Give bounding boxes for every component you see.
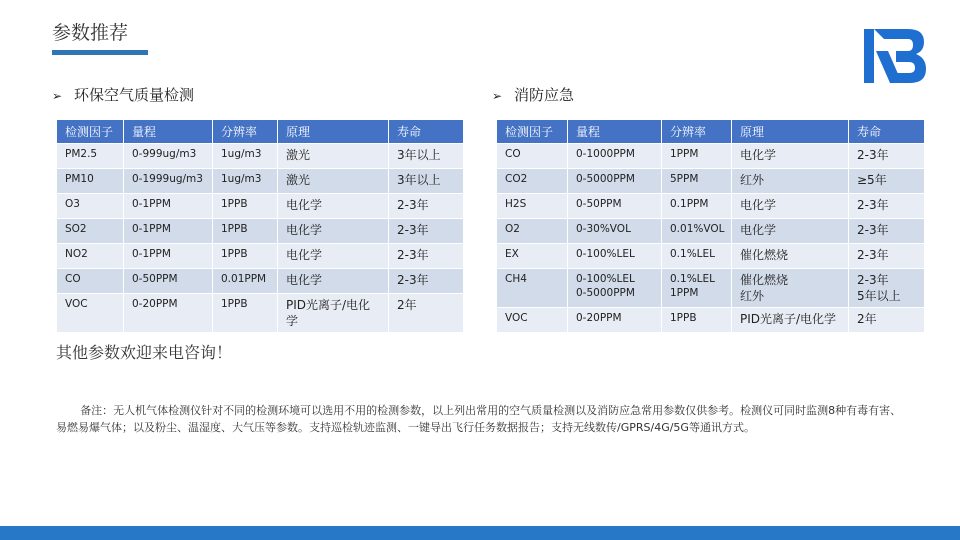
table-cell bbox=[732, 244, 849, 269]
brand-logo bbox=[862, 27, 928, 85]
table-cell bbox=[568, 194, 662, 219]
cell-text: 2-3年 bbox=[857, 273, 889, 287]
table-cell bbox=[732, 269, 849, 308]
table-cell bbox=[278, 194, 389, 219]
table-row bbox=[57, 269, 464, 294]
table-cell bbox=[662, 244, 732, 269]
table-cell bbox=[849, 194, 925, 219]
table-cell bbox=[213, 144, 278, 169]
column-header: 分辨率 bbox=[662, 120, 732, 144]
cell-text: 5PPM bbox=[670, 173, 699, 185]
cell-text: 1PPB bbox=[221, 298, 248, 310]
table-cell bbox=[662, 169, 732, 194]
table-cell bbox=[849, 169, 925, 194]
table-cell bbox=[57, 144, 124, 169]
cell-text: 0-30%VOL bbox=[576, 223, 631, 235]
table-cell bbox=[732, 194, 849, 219]
table-cell bbox=[568, 219, 662, 244]
title-underline bbox=[52, 50, 148, 55]
table-cell bbox=[389, 194, 464, 219]
table-row bbox=[497, 244, 925, 269]
table-cell bbox=[662, 219, 732, 244]
cell-text: 1ug/m3 bbox=[221, 148, 262, 160]
table-cell bbox=[278, 244, 389, 269]
section-title: 消防应急 bbox=[514, 86, 575, 104]
cell-text: 电化学 bbox=[740, 148, 777, 162]
table-cell bbox=[213, 194, 278, 219]
table-cell bbox=[662, 308, 732, 333]
cell-text: 0-999ug/m3 bbox=[132, 148, 197, 160]
table-cell bbox=[849, 308, 925, 333]
page-title: 参数推荐 bbox=[52, 22, 129, 44]
cell-text: VOC bbox=[65, 298, 88, 310]
table-cell bbox=[278, 219, 389, 244]
cell-text: 电化学 bbox=[286, 223, 323, 237]
cell-text: 0-1PPM bbox=[132, 198, 171, 210]
cell-text: PM2.5 bbox=[65, 148, 98, 160]
table-cell bbox=[849, 269, 925, 308]
table-cell bbox=[278, 144, 389, 169]
table-cell bbox=[497, 194, 568, 219]
table-row bbox=[57, 244, 464, 269]
cell-text: 2年 bbox=[857, 312, 877, 327]
cell-text: 0-50PPM bbox=[576, 198, 622, 210]
cell-text: 2-3年 bbox=[397, 223, 429, 237]
cell-text: 0.1PPM bbox=[670, 198, 709, 210]
cell-text: CO bbox=[65, 273, 81, 285]
table-cell bbox=[389, 244, 464, 269]
cell-text: 激光 bbox=[286, 173, 311, 187]
table-cell bbox=[57, 194, 124, 219]
column-header: 原理 bbox=[732, 120, 849, 144]
table-cell bbox=[849, 144, 925, 169]
table-row bbox=[497, 269, 925, 308]
cell-text: 1PPM bbox=[670, 148, 699, 160]
cell-text: 电化学 bbox=[286, 273, 323, 287]
cell-text: 0.1%LEL bbox=[670, 273, 716, 285]
cell-text: 0-1000PPM bbox=[576, 148, 635, 160]
cell-text: PID光离子/电化学 bbox=[740, 312, 837, 327]
cell-text: 1PPB bbox=[670, 312, 697, 325]
table-cell bbox=[213, 219, 278, 244]
table-cell bbox=[662, 144, 732, 169]
section-environmental bbox=[52, 84, 194, 105]
table-cell bbox=[57, 169, 124, 194]
cell-text: 0-1PPM bbox=[132, 248, 171, 260]
cell-text: 0.1%LEL bbox=[670, 248, 716, 260]
table-cell bbox=[849, 219, 925, 244]
table-row bbox=[57, 194, 464, 219]
arrowhead-bullet-icon: ➢ bbox=[52, 89, 63, 103]
cell-text: 2-3年 bbox=[857, 223, 889, 237]
cell-text: 1PPB bbox=[221, 223, 248, 235]
cell-text: 电化学 bbox=[286, 248, 323, 262]
cell-text: PM10 bbox=[65, 173, 94, 185]
table-cell bbox=[497, 269, 568, 308]
cell-text: 0-20PPM bbox=[132, 298, 178, 310]
table-cell bbox=[568, 244, 662, 269]
table-cell bbox=[213, 169, 278, 194]
column-header: 检测因子 bbox=[57, 120, 124, 144]
table-cell bbox=[389, 144, 464, 169]
table-row bbox=[497, 308, 925, 333]
table-row bbox=[497, 169, 925, 194]
table-cell bbox=[568, 269, 662, 308]
table-cell bbox=[213, 244, 278, 269]
cell-text: NO2 bbox=[65, 248, 88, 260]
cell-text: H2S bbox=[505, 198, 527, 210]
table-row bbox=[57, 294, 464, 333]
cell-text: ≥5年 bbox=[857, 173, 887, 187]
cell-text: 0-5000PPM bbox=[576, 287, 635, 300]
cell-text: 0.01PPM bbox=[221, 273, 267, 285]
table-cell bbox=[389, 169, 464, 194]
column-header: 检测因子 bbox=[497, 120, 568, 144]
table-cell bbox=[278, 269, 389, 294]
table-cell bbox=[497, 308, 568, 333]
cell-text: 1ug/m3 bbox=[221, 173, 262, 185]
table-cell bbox=[732, 308, 849, 333]
cell-text: 0-1PPM bbox=[132, 223, 171, 235]
cell-text: 0-20PPM bbox=[576, 312, 622, 325]
cell-text: 电化学 bbox=[740, 198, 777, 212]
cell-text: 2-3年 bbox=[397, 248, 429, 262]
cell-text: 0-1999ug/m3 bbox=[132, 173, 203, 185]
table-cell bbox=[124, 244, 213, 269]
cell-text: 催化燃烧 bbox=[740, 273, 789, 287]
table-cell bbox=[568, 169, 662, 194]
cell-text: 0-5000PPM bbox=[576, 173, 635, 185]
cell-text: 0-100%LEL bbox=[576, 273, 635, 285]
cell-text: 0-50PPM bbox=[132, 273, 178, 285]
fire-params-table bbox=[496, 119, 925, 333]
cell-text: VOC bbox=[505, 312, 528, 325]
table-cell bbox=[124, 294, 213, 333]
table-cell bbox=[662, 269, 732, 308]
table-row bbox=[57, 144, 464, 169]
column-header: 寿命 bbox=[849, 120, 925, 144]
cell-text: 1PPB bbox=[221, 198, 248, 210]
contact-note: 其他参数欢迎来电咨询！ bbox=[56, 343, 233, 362]
cell-text: 激光 bbox=[286, 148, 311, 162]
cell-text: 2-3年 bbox=[857, 198, 889, 212]
table-cell bbox=[124, 219, 213, 244]
cell-text: 红外 bbox=[740, 289, 765, 304]
cell-text: PID光离子/电化学 bbox=[286, 298, 371, 329]
cell-text: 2-3年 bbox=[397, 198, 429, 212]
cell-text: CH4 bbox=[505, 273, 527, 285]
table-cell bbox=[389, 219, 464, 244]
cell-text: 1PPB bbox=[221, 248, 248, 260]
table-cell bbox=[389, 269, 464, 294]
cell-text: 0.01%VOL bbox=[670, 223, 725, 235]
table-cell bbox=[568, 308, 662, 333]
cell-text: 电化学 bbox=[286, 198, 323, 212]
cell-text: 5年以上 bbox=[857, 289, 901, 304]
cell-text: O2 bbox=[505, 223, 520, 235]
table-row bbox=[57, 169, 464, 194]
column-header: 量程 bbox=[568, 120, 662, 144]
cell-text: CO2 bbox=[505, 173, 528, 185]
table-cell bbox=[57, 294, 124, 333]
table-cell bbox=[213, 294, 278, 333]
cell-text: 电化学 bbox=[740, 223, 777, 237]
section-fire bbox=[492, 84, 574, 105]
column-header: 原理 bbox=[278, 120, 389, 144]
cell-text: 催化燃烧 bbox=[740, 248, 789, 262]
cell-text: 1PPM bbox=[670, 287, 699, 300]
table-cell bbox=[213, 269, 278, 294]
table-cell bbox=[662, 194, 732, 219]
table-cell bbox=[124, 269, 213, 294]
cell-text: O3 bbox=[65, 198, 80, 210]
environmental-params-table bbox=[56, 119, 464, 333]
table-cell bbox=[57, 219, 124, 244]
table-cell bbox=[497, 244, 568, 269]
cell-text: 2年 bbox=[397, 298, 417, 312]
table-cell bbox=[497, 169, 568, 194]
table-cell bbox=[389, 294, 464, 333]
cell-text: 2-3年 bbox=[857, 148, 889, 162]
table-cell bbox=[124, 144, 213, 169]
arrowhead-bullet-icon: ➢ bbox=[492, 89, 503, 103]
remark-paragraph: 备注：无人机气体检测仪针对不同的检测环境可以选用不用的检测参数，以上列出常用的空气质量检测以及消防应急常用参数仅供参考。检测仪可同时监测8种有毒有害、易燃易爆气体；以及粉尘、温湿度、大气压等参数。支持巡检轨迹监测、一键导出飞行任务数据报告；支持无线数传/GPRS/4G/5G等通讯方式。 bbox=[56, 404, 902, 434]
cell-text: 红外 bbox=[740, 173, 765, 187]
cell-text: EX bbox=[505, 248, 519, 260]
section-title: 环保空气质量检测 bbox=[74, 86, 195, 104]
table-row bbox=[57, 219, 464, 244]
column-header: 分辨率 bbox=[213, 120, 278, 144]
column-header: 寿命 bbox=[389, 120, 464, 144]
table-cell bbox=[497, 144, 568, 169]
table-row bbox=[497, 219, 925, 244]
cell-text: CO bbox=[505, 148, 521, 160]
cell-text: SO2 bbox=[65, 223, 87, 235]
table-row bbox=[497, 194, 925, 219]
table-cell bbox=[732, 144, 849, 169]
footer-bar bbox=[0, 526, 960, 540]
table-cell bbox=[278, 169, 389, 194]
table-cell bbox=[124, 194, 213, 219]
table-cell bbox=[124, 169, 213, 194]
cell-text: 2-3年 bbox=[857, 248, 889, 262]
table-cell bbox=[497, 219, 568, 244]
table-row bbox=[497, 144, 925, 169]
cell-text: 2-3年 bbox=[397, 273, 429, 287]
column-header: 量程 bbox=[124, 120, 213, 144]
table-cell bbox=[278, 294, 389, 333]
table-cell bbox=[57, 244, 124, 269]
table-cell bbox=[568, 144, 662, 169]
table-cell bbox=[732, 219, 849, 244]
cell-text: 3年以上 bbox=[397, 148, 441, 162]
cell-text: 3年以上 bbox=[397, 173, 441, 187]
cell-text: 0-100%LEL bbox=[576, 248, 635, 260]
table-cell bbox=[57, 269, 124, 294]
table-cell bbox=[732, 169, 849, 194]
table-cell bbox=[849, 244, 925, 269]
